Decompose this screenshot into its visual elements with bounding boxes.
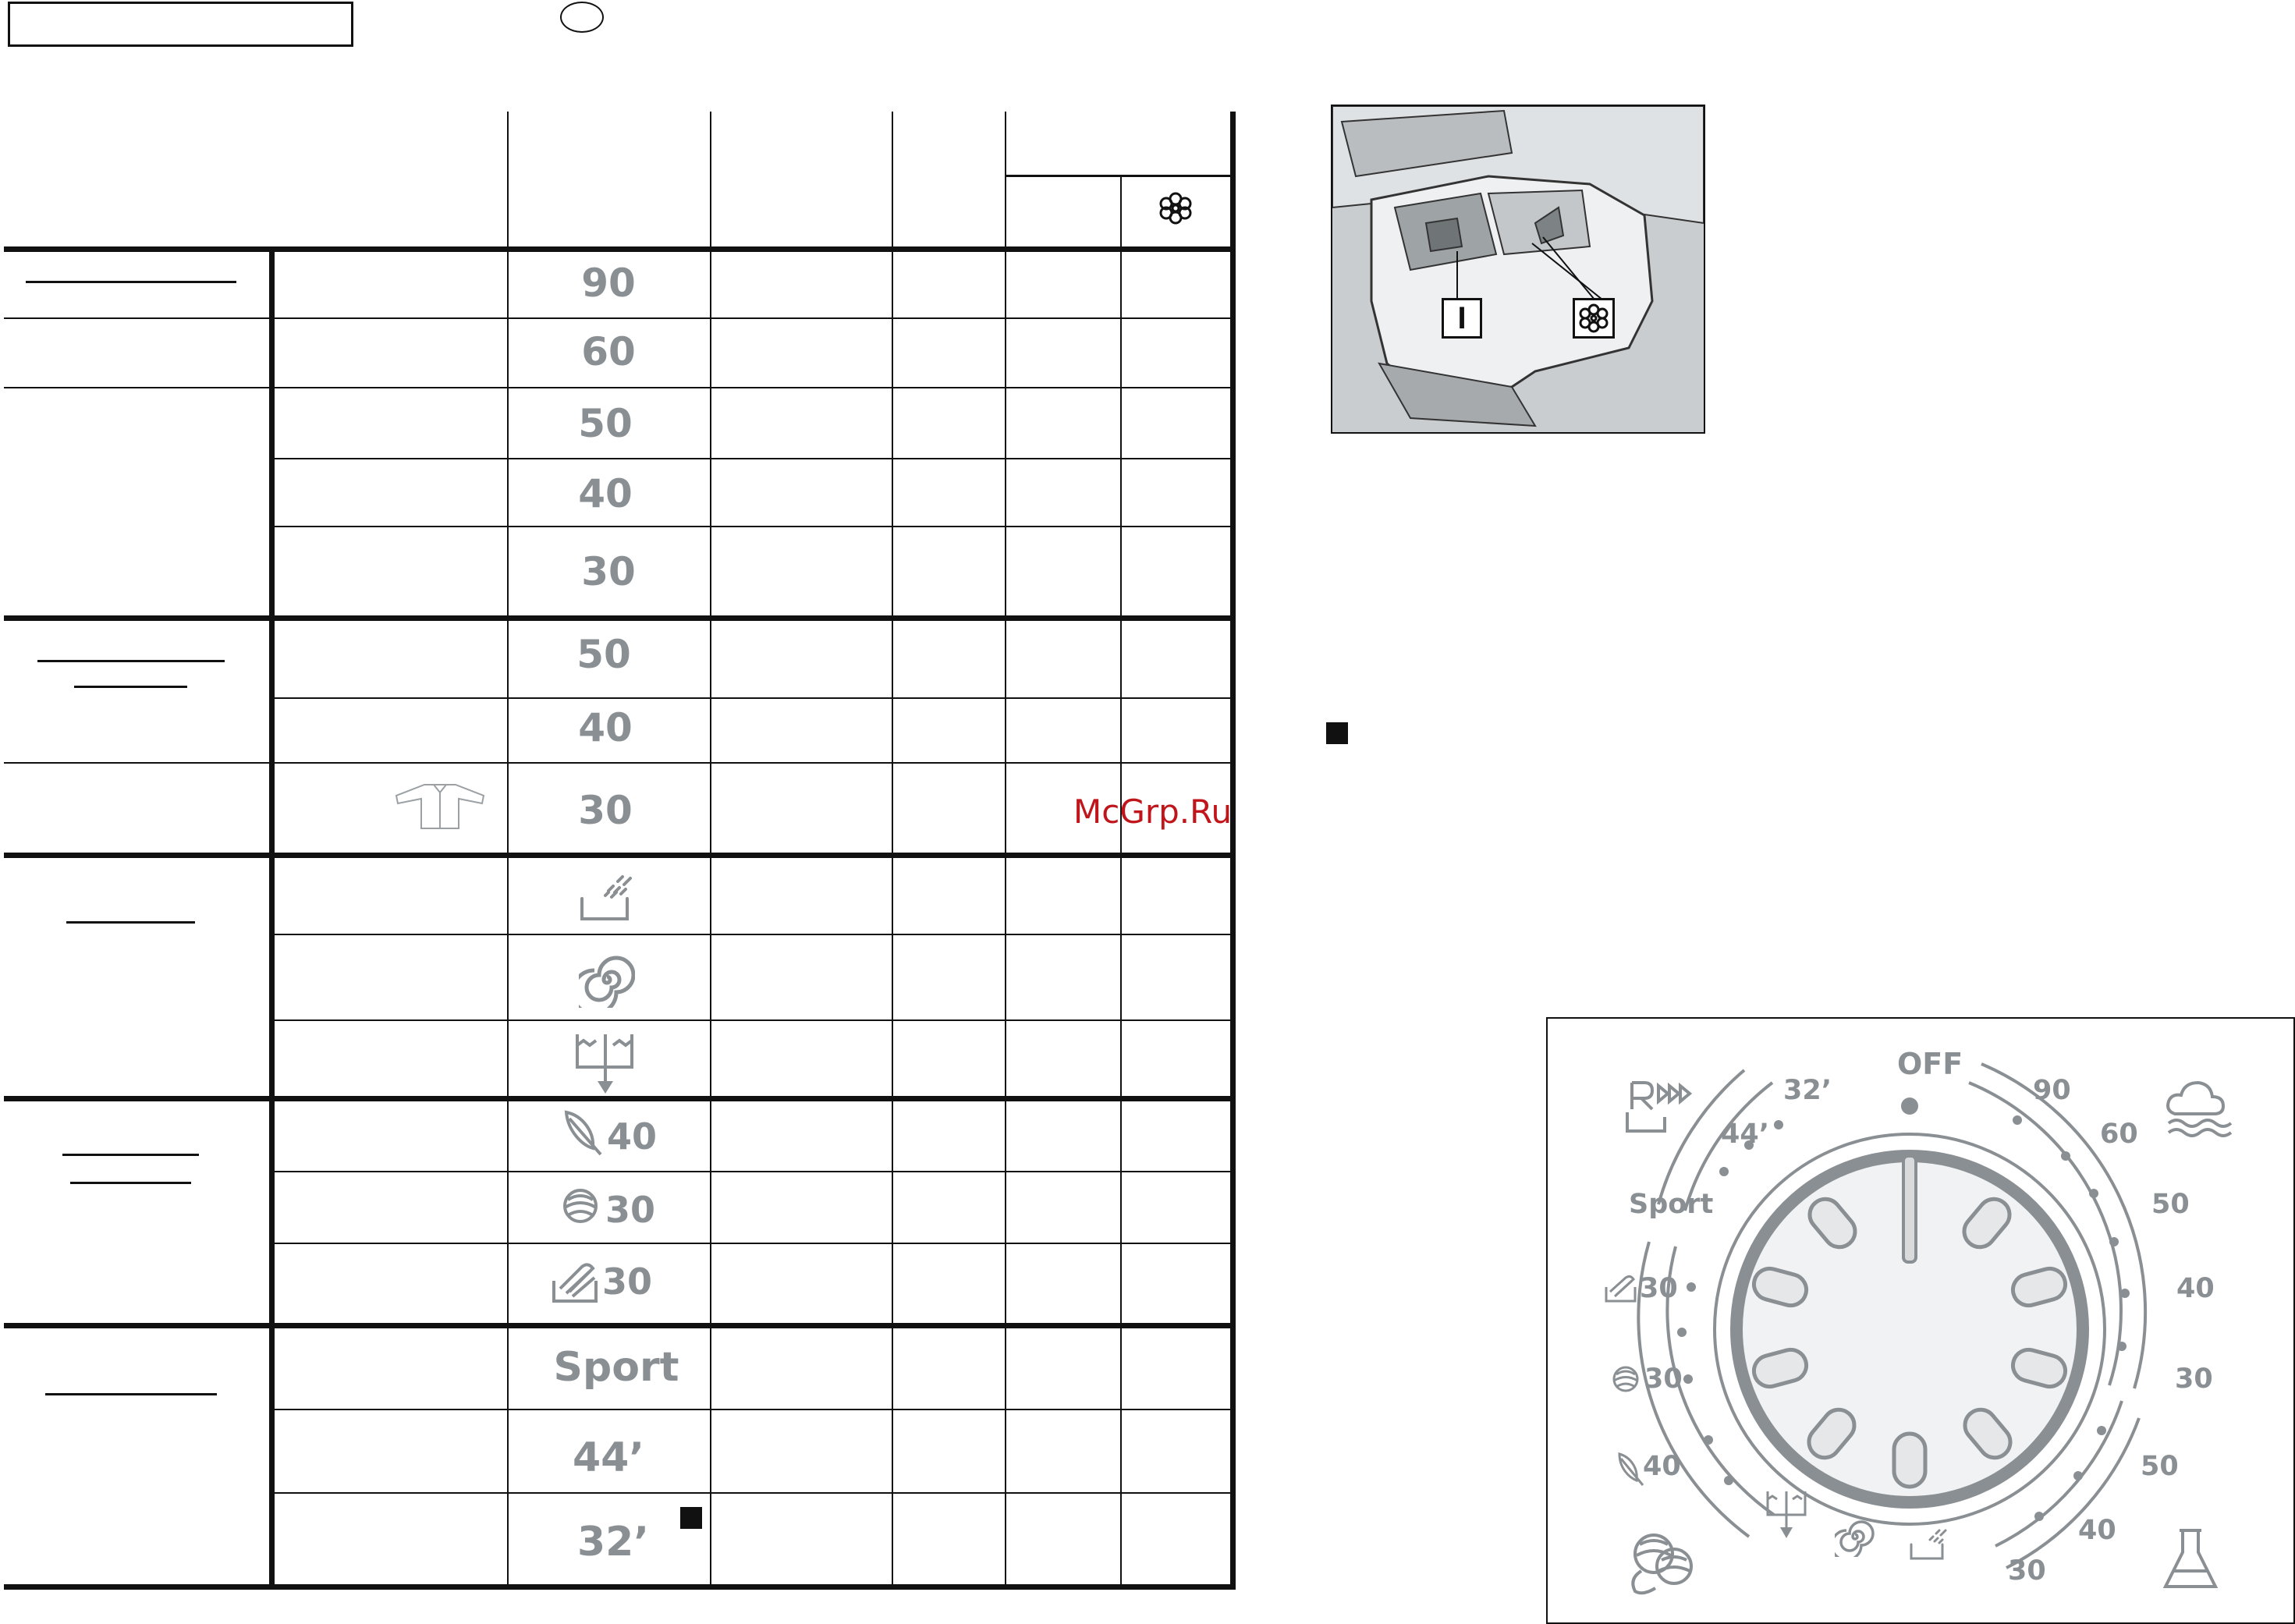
wool-icon (559, 1184, 602, 1228)
program-label: 50 (578, 401, 633, 446)
program-label: 50 (576, 632, 631, 677)
yarn-icon (1626, 1526, 1701, 1596)
dial-option-60[interactable]: 60 (2100, 1119, 2138, 1150)
handwash-icon (1604, 1271, 1640, 1304)
program-dial-panel (1546, 1017, 2295, 1624)
main-wash-label: I (1442, 298, 1482, 339)
detergent-drawer-illustration (1331, 105, 1705, 434)
spin-icon (1835, 1516, 1875, 1557)
program-label: Sport (553, 1344, 679, 1391)
rapid-icon (1624, 1078, 1694, 1134)
dial-off-label[interactable]: OFF (1897, 1047, 1963, 1081)
program-label: 60 (581, 329, 636, 374)
delicate-feather-icon (559, 1108, 604, 1158)
program-label: 40 (578, 471, 633, 516)
program-label: 44’ (572, 1434, 645, 1481)
rinse-icon (1908, 1526, 1950, 1562)
dial-option-40[interactable]: 40 (2078, 1515, 2116, 1546)
watermark: McGrp.Ru (1073, 792, 1233, 831)
program-label: 32’ (576, 1519, 650, 1565)
program-label: 30 (581, 549, 636, 594)
handwash-icon (551, 1257, 602, 1306)
dial-option-40[interactable]: 40 (2176, 1273, 2215, 1304)
program-label: 30 (605, 1189, 655, 1231)
program-label: 40 (578, 705, 633, 750)
dial-option-50[interactable]: 50 (2141, 1451, 2179, 1482)
program-label: 30 (601, 1261, 652, 1303)
dial-option-sport[interactable]: Sport (1629, 1189, 1714, 1220)
program-label: 40 (606, 1115, 657, 1158)
dial-option-32min[interactable]: 32’ (1783, 1075, 1832, 1106)
dial-option-30[interactable]: 30 (2008, 1555, 2046, 1587)
dial-option-delicate-40[interactable]: 40 (1643, 1451, 1681, 1482)
dial-option-90[interactable]: 90 (2033, 1075, 2071, 1106)
drain-icon (573, 1028, 638, 1098)
spin-icon (579, 952, 635, 1008)
note-square-icon (680, 1507, 702, 1529)
shirt-icon (393, 780, 487, 832)
program-label: 30 (578, 788, 633, 833)
softener-column-icon (1158, 190, 1194, 226)
dial-option-wool-30[interactable]: 30 (1644, 1363, 1683, 1395)
drain-icon (1765, 1487, 1808, 1541)
rinse-icon (576, 871, 638, 925)
dial-option-30[interactable]: 30 (2175, 1363, 2213, 1395)
flask-icon (2161, 1526, 2220, 1593)
delicate-feather-icon (1613, 1451, 1644, 1487)
wool-icon (1610, 1363, 1641, 1395)
dial-option-44min[interactable]: 44’ (1721, 1119, 1770, 1150)
dial-option-50[interactable]: 50 (2151, 1189, 2190, 1220)
softener-flower-icon (1573, 298, 1615, 339)
dial-option-handwash-30[interactable]: 30 (1640, 1273, 1678, 1304)
cloud-steam-icon (2164, 1075, 2233, 1137)
program-label: 90 (581, 261, 636, 306)
bullet-square-icon (1326, 722, 1348, 744)
